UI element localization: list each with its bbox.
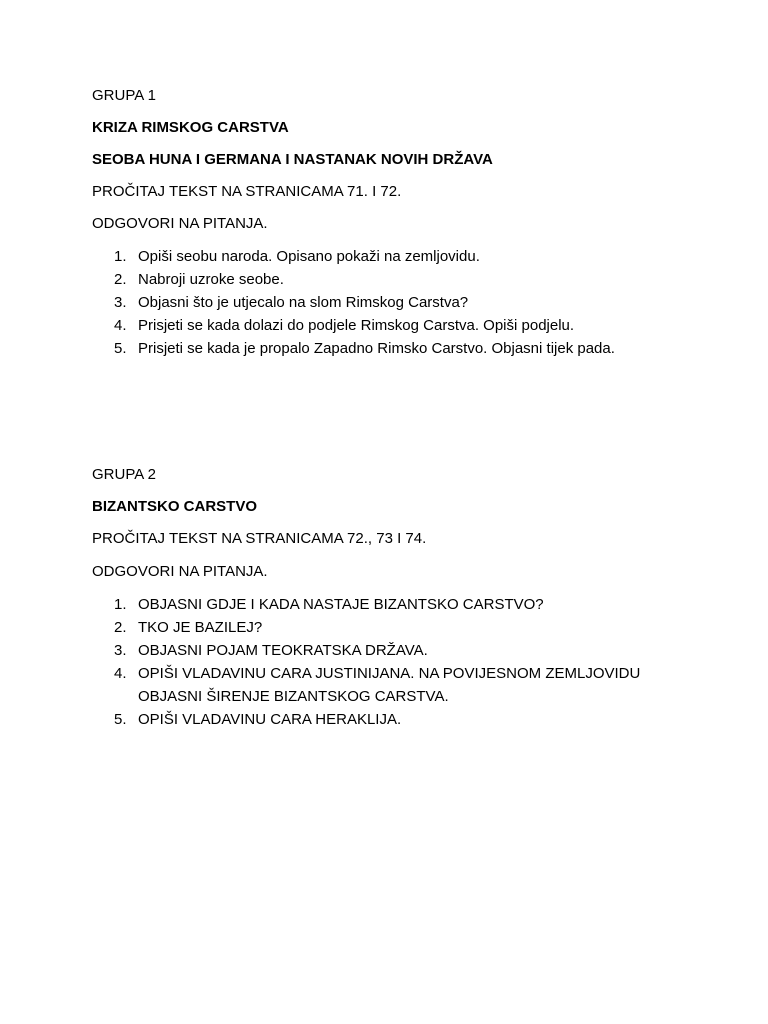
list-item bbox=[92, 291, 712, 314]
list-item-text: Objasni što je utjecalo na slom Rimskog Carstva? bbox=[138, 294, 469, 311]
list-item bbox=[92, 337, 712, 360]
list-item-number: 2. bbox=[114, 271, 127, 288]
list-item bbox=[92, 662, 668, 708]
group-1-section bbox=[92, 86, 712, 106]
list-item-number: 5. bbox=[114, 340, 127, 357]
list-item-number: 3. bbox=[114, 642, 127, 659]
group-2-label: GRUPA 2 bbox=[92, 466, 156, 483]
group-1-heading-1: KRIZA RIMSKOG CARSTVA bbox=[92, 119, 289, 136]
list-item-text: Opiši seobu naroda. Opisano pokaži na zemljovidu. bbox=[138, 248, 480, 265]
list-item-number: 1. bbox=[114, 596, 127, 613]
list-item bbox=[92, 708, 712, 731]
group-1-read-wrap bbox=[92, 182, 712, 202]
group-1-question-list-wrap bbox=[92, 245, 712, 360]
group-2-answer-wrap bbox=[92, 562, 712, 582]
list-item-text: OPIŠI VLADAVINU CARA HERAKLIJA. bbox=[138, 711, 402, 728]
list-item bbox=[92, 616, 712, 639]
list-item-number: 2. bbox=[114, 619, 127, 636]
list-item-text: OPIŠI VLADAVINU CARA JUSTINIJANA. NA POVIJESNOM ZEMLJOVIDU OBJASNI ŠIRENJE BIZANTSKOG CARSTVA. bbox=[138, 665, 641, 705]
list-item-text: Nabroji uzroke seobe. bbox=[138, 271, 284, 288]
list-item-text: OBJASNI GDJE I KADA NASTAJE BIZANTSKO CARSTVO? bbox=[138, 596, 544, 613]
list-item bbox=[92, 245, 712, 268]
group-2-read-instruction: PROČITAJ TEKST NA STRANICAMA 72., 73 I 74. bbox=[92, 530, 427, 547]
group-1-heading-wrap-2 bbox=[92, 150, 712, 170]
list-item-number: 1. bbox=[114, 248, 127, 265]
group-2-answer-instruction: ODGOVORI NA PITANJA. bbox=[92, 563, 268, 580]
group-1-heading-wrap bbox=[92, 118, 712, 138]
group-1-question-list bbox=[92, 245, 712, 360]
list-item-text: OBJASNI POJAM TEOKRATSKA DRŽAVA. bbox=[138, 642, 428, 659]
list-item-number: 4. bbox=[114, 665, 127, 682]
group-2-section bbox=[92, 465, 712, 485]
group-1-answer-wrap bbox=[92, 214, 712, 234]
group-2-read-wrap bbox=[92, 529, 712, 549]
group-1-label: GRUPA 1 bbox=[92, 87, 156, 104]
group-1-read-instruction: PROČITAJ TEKST NA STRANICAMA 71. I 72. bbox=[92, 183, 402, 200]
group-1-heading-2: SEOBA HUNA I GERMANA I NASTANAK NOVIH DRŽAVA bbox=[92, 151, 493, 168]
list-item bbox=[92, 639, 712, 662]
list-item bbox=[92, 268, 712, 291]
list-item-number: 3. bbox=[114, 294, 127, 311]
list-item-text: TKO JE BAZILEJ? bbox=[138, 619, 263, 636]
group-2-question-list bbox=[92, 593, 712, 731]
list-item-text: Prisjeti se kada je propalo Zapadno Rimsko Carstvo. Objasni tijek pada. bbox=[138, 340, 615, 357]
list-item bbox=[92, 314, 712, 337]
list-item-number: 5. bbox=[114, 711, 127, 728]
group-2-heading-wrap bbox=[92, 497, 712, 517]
list-item-text: Prisjeti se kada dolazi do podjele Rimskog Carstva. Opiši podjelu. bbox=[138, 317, 575, 334]
group-2-heading-1: BIZANTSKO CARSTVO bbox=[92, 498, 257, 515]
group-2-question-list-wrap bbox=[92, 593, 712, 731]
list-item-number: 4. bbox=[114, 317, 127, 334]
list-item bbox=[92, 593, 712, 616]
group-1-answer-instruction: ODGOVORI NA PITANJA. bbox=[92, 215, 268, 232]
